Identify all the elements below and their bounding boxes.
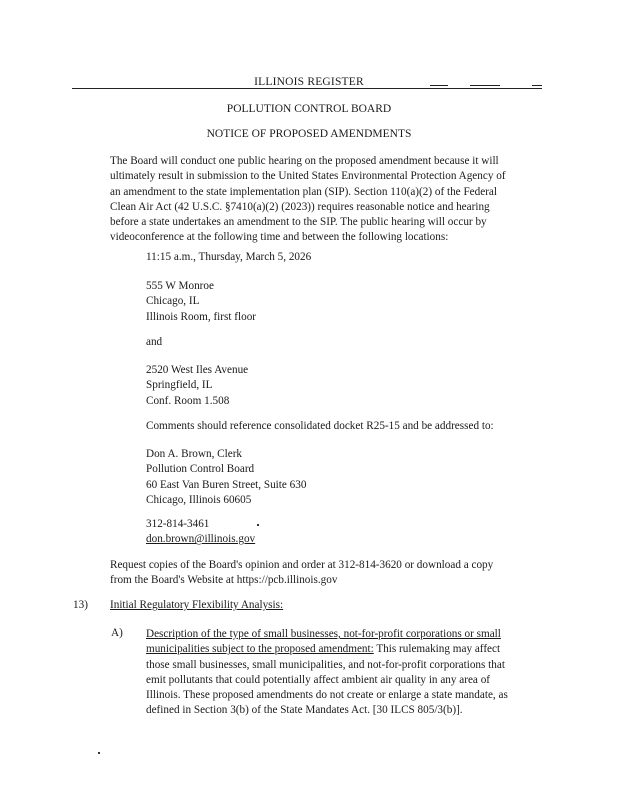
- scan-speck: [98, 752, 100, 754]
- intro-line: before a state undertakes an amendment to the SIP. The public hearing will occur by: [110, 216, 487, 229]
- intro-paragraph: [110, 154, 540, 246]
- header-dash: [470, 85, 500, 86]
- phone-number: 312-814-3461: [146, 518, 210, 530]
- request-line: from the Board's Website at https://pcb.illinois.gov: [110, 574, 338, 587]
- address-line: Springfield, IL: [146, 379, 213, 392]
- notice-type: NOTICE OF PROPOSED AMENDMENTS: [206, 128, 412, 140]
- section-number: 13): [73, 599, 88, 611]
- hearing-location-chicago: [146, 279, 546, 325]
- intro-line: ultimately result in submission to the United States Environmental Protection Agency of: [110, 170, 506, 183]
- address-line: Don A. Brown, Clerk: [146, 448, 243, 460]
- address-line: Pollution Control Board: [146, 463, 255, 476]
- subsection-heading-line: municipalities subject to the proposed amendment:: [146, 643, 374, 656]
- subsection-text: This rulemaking may affect: [373, 643, 501, 656]
- address-line: 555 W Monroe: [146, 280, 214, 292]
- request-line: Request copies of the Board's opinion and order at 312-814-3620 or download a copy: [110, 559, 494, 571]
- intro-line: an amendment to the state implementation plan (SIP). Section 110(a)(2) of the Federal: [110, 185, 497, 198]
- subsection-label: A): [111, 627, 123, 639]
- clerk-contact: [146, 517, 546, 548]
- and-connector: and: [146, 336, 163, 348]
- section-title: Initial Regulatory Flexibility Analysis:: [110, 599, 284, 611]
- intro-line: videoconference at the following time and between the following locations:: [110, 231, 449, 244]
- intro-line: Clean Air Act (42 U.S.C. §7410(a)(2) (2023)) requires reasonable notice and hearing: [110, 200, 490, 213]
- address-line: Conf. Room 1.508: [146, 394, 230, 407]
- subsection-heading-line: Description of the type of small businesses, not-for-profit corporations or small: [146, 628, 501, 640]
- subsection-text: defined in Section 3(b) of the State Mandates Act. [30 ILCS 805/3(b)].: [146, 704, 463, 717]
- agency-name: POLLUTION CONTROL BOARD: [226, 103, 392, 115]
- subsection-body: [146, 627, 542, 719]
- comments-instruction: Comments should reference consolidated docket R25-15 and be addressed to:: [146, 420, 494, 432]
- subsection-text: Illinois. These proposed amendments do not create or enlarge a state mandate, as: [146, 689, 508, 702]
- address-line: 60 East Van Buren Street, Suite 630: [146, 478, 307, 491]
- hearing-location-springfield: [146, 363, 546, 409]
- address-line: 2520 West Iles Avenue: [146, 364, 249, 376]
- subsection-text: emit pollutants that could potentially affect ambient air quality in any area of: [146, 673, 491, 686]
- clerk-address: [146, 447, 546, 508]
- subsection-text: those small businesses, small municipalities, and not-for-profit corporations that: [146, 658, 505, 671]
- hearing-datetime: 11:15 a.m., Thursday, March 5, 2026: [146, 251, 312, 263]
- address-line: Chicago, IL: [146, 295, 200, 308]
- header-rule: [72, 88, 542, 89]
- address-line: Illinois Room, first floor: [146, 310, 257, 323]
- header-dash: [532, 85, 542, 86]
- address-line: Chicago, Illinois 60605: [146, 493, 252, 506]
- request-paragraph: [110, 558, 540, 589]
- register-title: ILLINOIS REGISTER: [254, 76, 364, 88]
- intro-line: The Board will conduct one public hearing on the proposed amendment because it will: [110, 155, 499, 167]
- header-dash: [430, 85, 448, 86]
- scan-speck: [257, 524, 259, 526]
- email-link[interactable]: don.brown@illinois.gov: [146, 533, 256, 546]
